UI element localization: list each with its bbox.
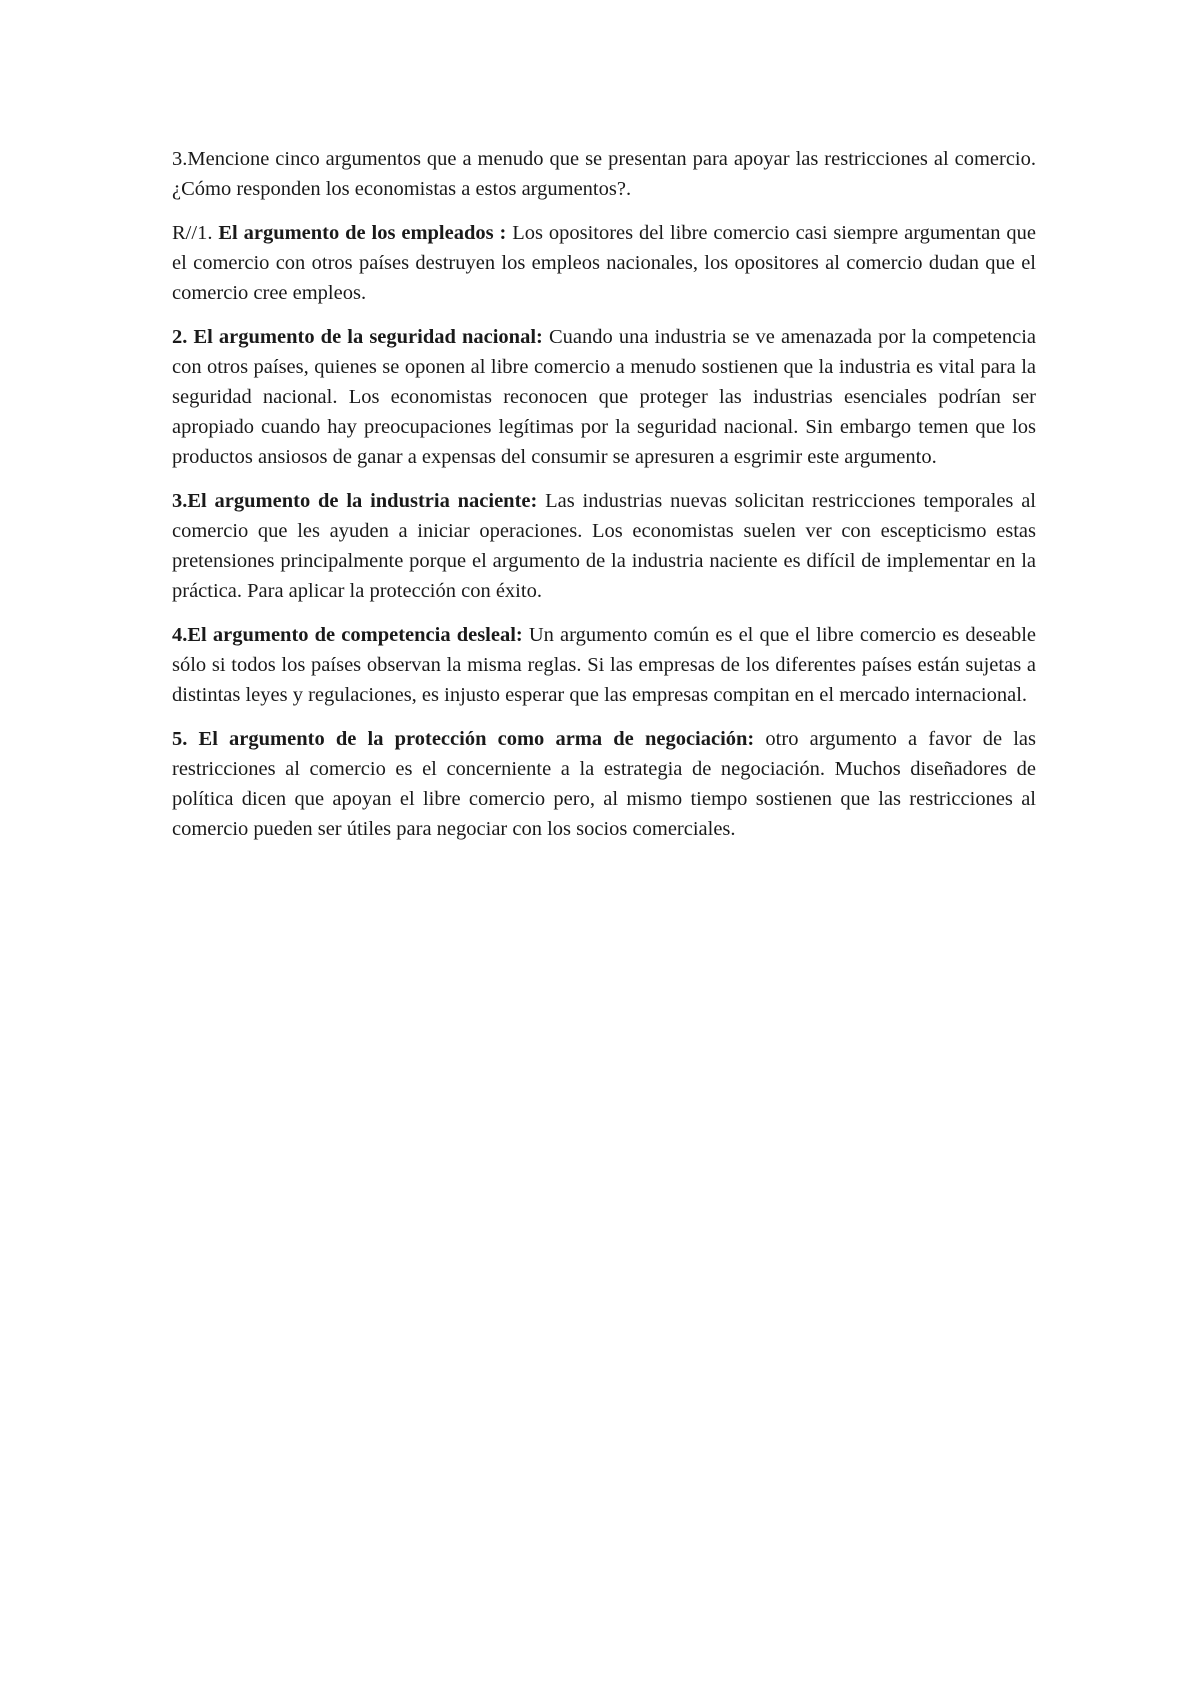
answer-paragraph-2	[172, 322, 1036, 472]
answer-paragraph-1	[172, 218, 1036, 308]
question-paragraph	[172, 144, 1036, 204]
answer-paragraph-3	[172, 486, 1036, 606]
answer-heading-1: El argumento de los empleados :	[218, 222, 507, 244]
answer-heading-5: 5. El argumento de la protección como arma de negociación:	[172, 728, 755, 750]
answer-body-2: Cuando una industria se ve amenazada por la competencia con otros países, quienes se oponen al libre comercio a menudo sostienen que la industria es vital para la seguridad nacional. Los economistas reconocen que proteger las industrias esenciales podrían ser apropiado cuando hay preocupaciones legítimas por la seguridad nacional. Sin embargo temen que los productos ansiosos de ganar a expensas del consumir se apresuren a esgrimir este argumento.	[172, 326, 1036, 468]
answer-heading-2: 2. El argumento de la seguridad nacional:	[172, 326, 543, 348]
document-page	[172, 144, 1036, 858]
answer-heading-4: 4.El argumento de competencia desleal:	[172, 624, 523, 646]
answer-heading-3: 3.El argumento de la industria naciente:	[172, 490, 538, 512]
answer-body-5: otro argumento a favor de las restricciones al comercio es el concerniente a la estrategia de negociación. Muchos diseñadores de política dicen que apoyan el libre comercio pero, al mismo tiempo sostienen que las restricciones al comercio pueden ser útiles para negociar con los socios comerciales.	[172, 728, 1036, 840]
answer-paragraph-4	[172, 620, 1036, 710]
answer-body-1: Los opositores del libre comercio casi siempre argumentan que el comercio con otros países destruyen los empleos nacionales, los opositores al comercio dudan que el comercio cree empleos.	[172, 222, 1036, 304]
question-text: 3.Mencione cinco argumentos que a menudo que se presentan para apoyar las restricciones al comercio. ¿Cómo responden los economistas a estos argumentos?.	[172, 148, 1036, 200]
answer-prefix: R//1.	[172, 222, 219, 244]
answer-body-3: Las industrias nuevas solicitan restricciones temporales al comercio que les ayuden a iniciar operaciones. Los economistas suelen ver con escepticismo estas pretensiones principalmente porque el argumento de la industria naciente es difícil de implementar en la práctica. Para aplicar la protección con éxito.	[172, 490, 1036, 602]
answer-body-4: Un argumento común es el que el libre comercio es deseable sólo si todos los países observan la misma reglas. Si las empresas de los diferentes países están sujetas a distintas leyes y regulaciones, es injusto esperar que las empresas compitan en el mercado internacional.	[172, 624, 1036, 706]
answer-paragraph-5	[172, 724, 1036, 844]
